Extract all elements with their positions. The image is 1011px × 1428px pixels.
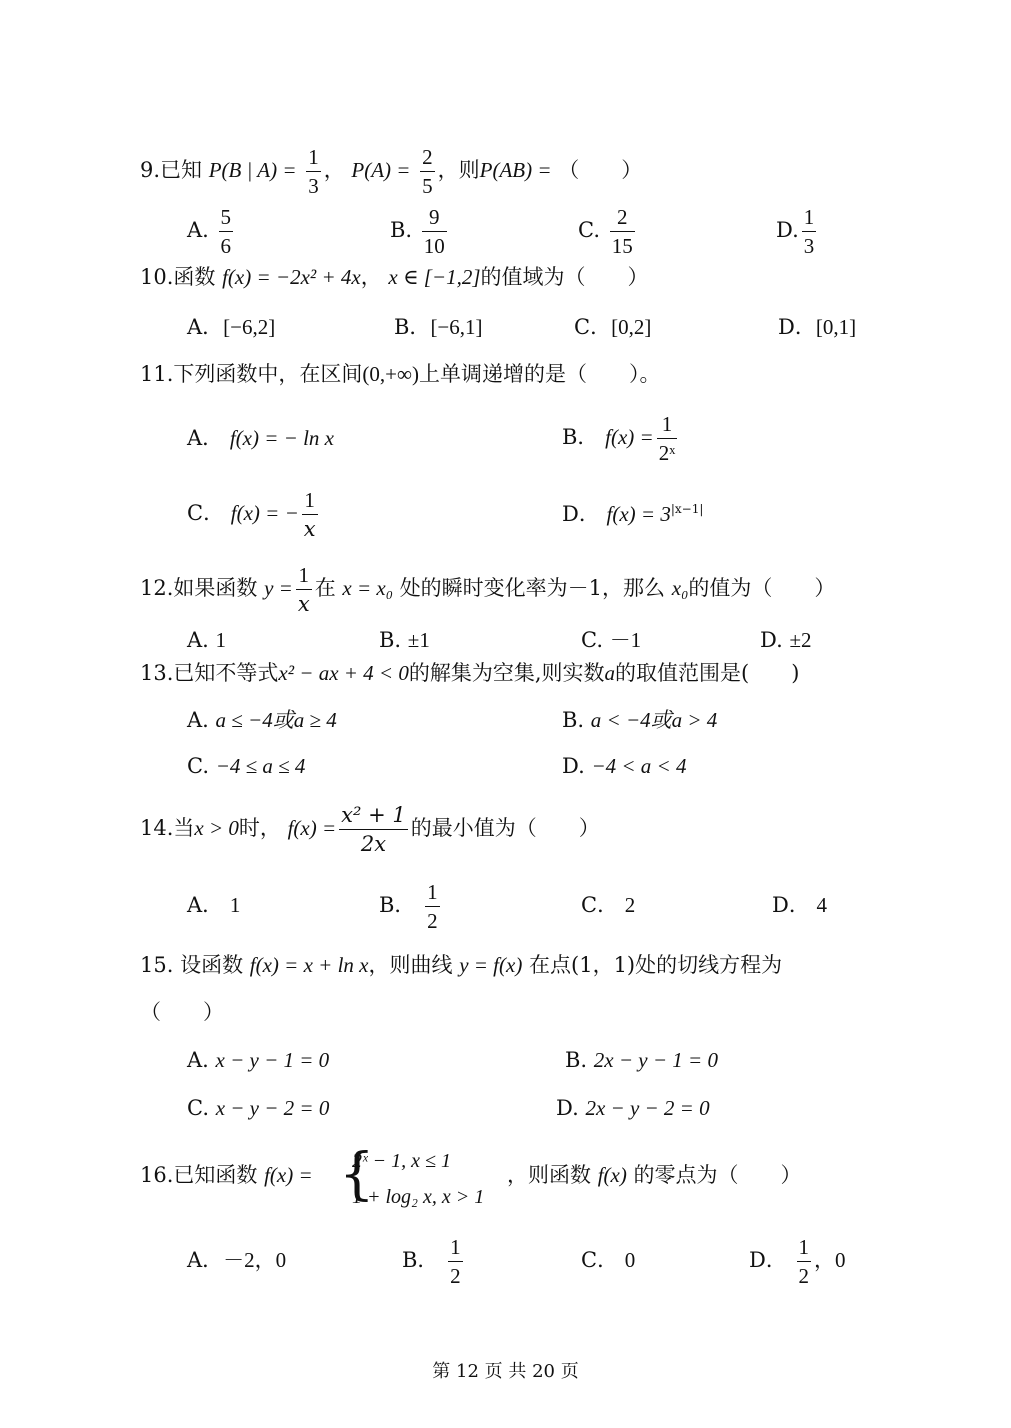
q9-option-d[interactable]: D. $\frac{1}{3}$ <box>776 205 815 259</box>
q10-option-d[interactable]: D．[0,1] <box>778 315 857 339</box>
q9-option-a[interactable]: A. $\frac{5}{6}$ <box>187 205 232 259</box>
q16-option-b[interactable]: B． $\frac{1}{2}$ <box>402 1235 461 1289</box>
q9-frac2: $\frac{2}{5}$ <box>422 145 433 199</box>
q9-option-c[interactable]: C. $\frac{2}{15}$ <box>578 205 633 259</box>
q11-option-c[interactable]: C． f(x) = − $\frac{1}{x}$ <box>187 488 316 542</box>
q16-case1: 2ˣ − 1, x ≤ 1 <box>352 1150 451 1172</box>
q12-option-a[interactable]: A. 1 <box>187 628 227 652</box>
q10-stem: 10.函数 f(x) = −2x² + 4x， x ∈ [−1,2]的值域为（ ） <box>140 265 649 289</box>
q9-frac1: $\frac{1}{3}$ <box>308 145 319 199</box>
q16-option-c[interactable]: C． 0 <box>581 1248 636 1272</box>
q11-stem: 11.下列函数中，在区间(0,+∞)上单调递增的是（ ）。 <box>140 362 661 386</box>
q15-option-b[interactable]: B. 2x − y − 1 = 0 <box>565 1048 718 1072</box>
q16-stem-right: ，则函数 f(x) 的零点为（ ） <box>507 1163 802 1187</box>
q10-option-c[interactable]: C．[0,2] <box>574 315 652 339</box>
q13-option-b[interactable]: B. a < −4或a > 4 <box>562 708 718 732</box>
q16-case2: 1 + log₂ x, x > 1 <box>352 1186 485 1208</box>
q11-option-b[interactable]: B． f(x) = $\frac{1}{\text{2ˣ}}$ <box>562 412 676 466</box>
q12-option-b[interactable]: B. ±1 <box>379 628 430 652</box>
q14-option-a[interactable]: A． 1 <box>187 893 241 917</box>
q15-option-c[interactable]: C. x − y − 2 = 0 <box>187 1096 330 1120</box>
q12-option-d[interactable]: D. ±2 <box>760 628 812 652</box>
q15-stem: 15. 设函数 f(x) = x + ln x，则曲线 y = f(x) 在点(1，1)处的切线方程为 <box>140 953 783 977</box>
q15-blank: （ ） <box>140 1000 224 1024</box>
q12-option-c[interactable]: C. －1 <box>581 628 642 652</box>
q14-option-d[interactable]: D． 4 <box>772 893 828 917</box>
q16-option-a[interactable]: A．－2，0 <box>187 1248 287 1272</box>
q11-option-a[interactable]: A． f(x) = − ln x <box>187 426 334 450</box>
q14-option-c[interactable]: C． 2 <box>581 893 636 917</box>
q13-option-a[interactable]: A. a ≤ −4或a ≥ 4 <box>187 708 337 732</box>
q16-option-d[interactable]: D． $\frac{1}{2}$ ，0 <box>749 1235 846 1289</box>
q9-stem: 9.已知 P(B | A) = $\frac{1}{3}$ ， P(A) = $\frac{2}{5}$ ，则P(AB) = （ ） <box>140 145 643 199</box>
q11-option-d[interactable]: D． $f(x) = 3^{|x-1|}$ <box>562 502 704 526</box>
q10-option-a[interactable]: A．[−6,2] <box>187 315 276 339</box>
q13-option-c[interactable]: C. −4 ≤ a ≤ 4 <box>187 754 306 778</box>
q12-stem: 12.如果函数 y = $\frac{1}{x}$ 在 x = x₀ 处的瞬时变化率为－1，那么 x₀的值为（ ） <box>140 563 836 617</box>
q15-option-a[interactable]: A. x − y − 1 = 0 <box>187 1048 330 1072</box>
q13-stem: 13.已知不等式x² − ax + 4 < 0的解集为空集,则实数a的取值范围是( ) <box>140 661 800 685</box>
q15-option-d[interactable]: D. 2x − y − 2 = 0 <box>556 1096 710 1120</box>
q16-brace: { <box>339 1142 375 1207</box>
q14-option-b[interactable]: B． $\frac{1}{2}$ <box>379 880 438 934</box>
q9-option-b[interactable]: B. $\frac{9}{10}$ <box>390 205 445 259</box>
page-footer: 第 12 页 共 20 页 <box>432 1361 579 1382</box>
q10-option-b[interactable]: B．[−6,1] <box>394 315 483 339</box>
q16-stem-left: 16.已知函数 f(x) = <box>140 1163 313 1187</box>
q13-option-d[interactable]: D. −4 < a < 4 <box>562 754 687 778</box>
q14-stem: 14.当x > 0时， f(x) = $\frac{\text{x² + 1}}{2x}$ 的最小值为（ ） <box>140 803 600 857</box>
